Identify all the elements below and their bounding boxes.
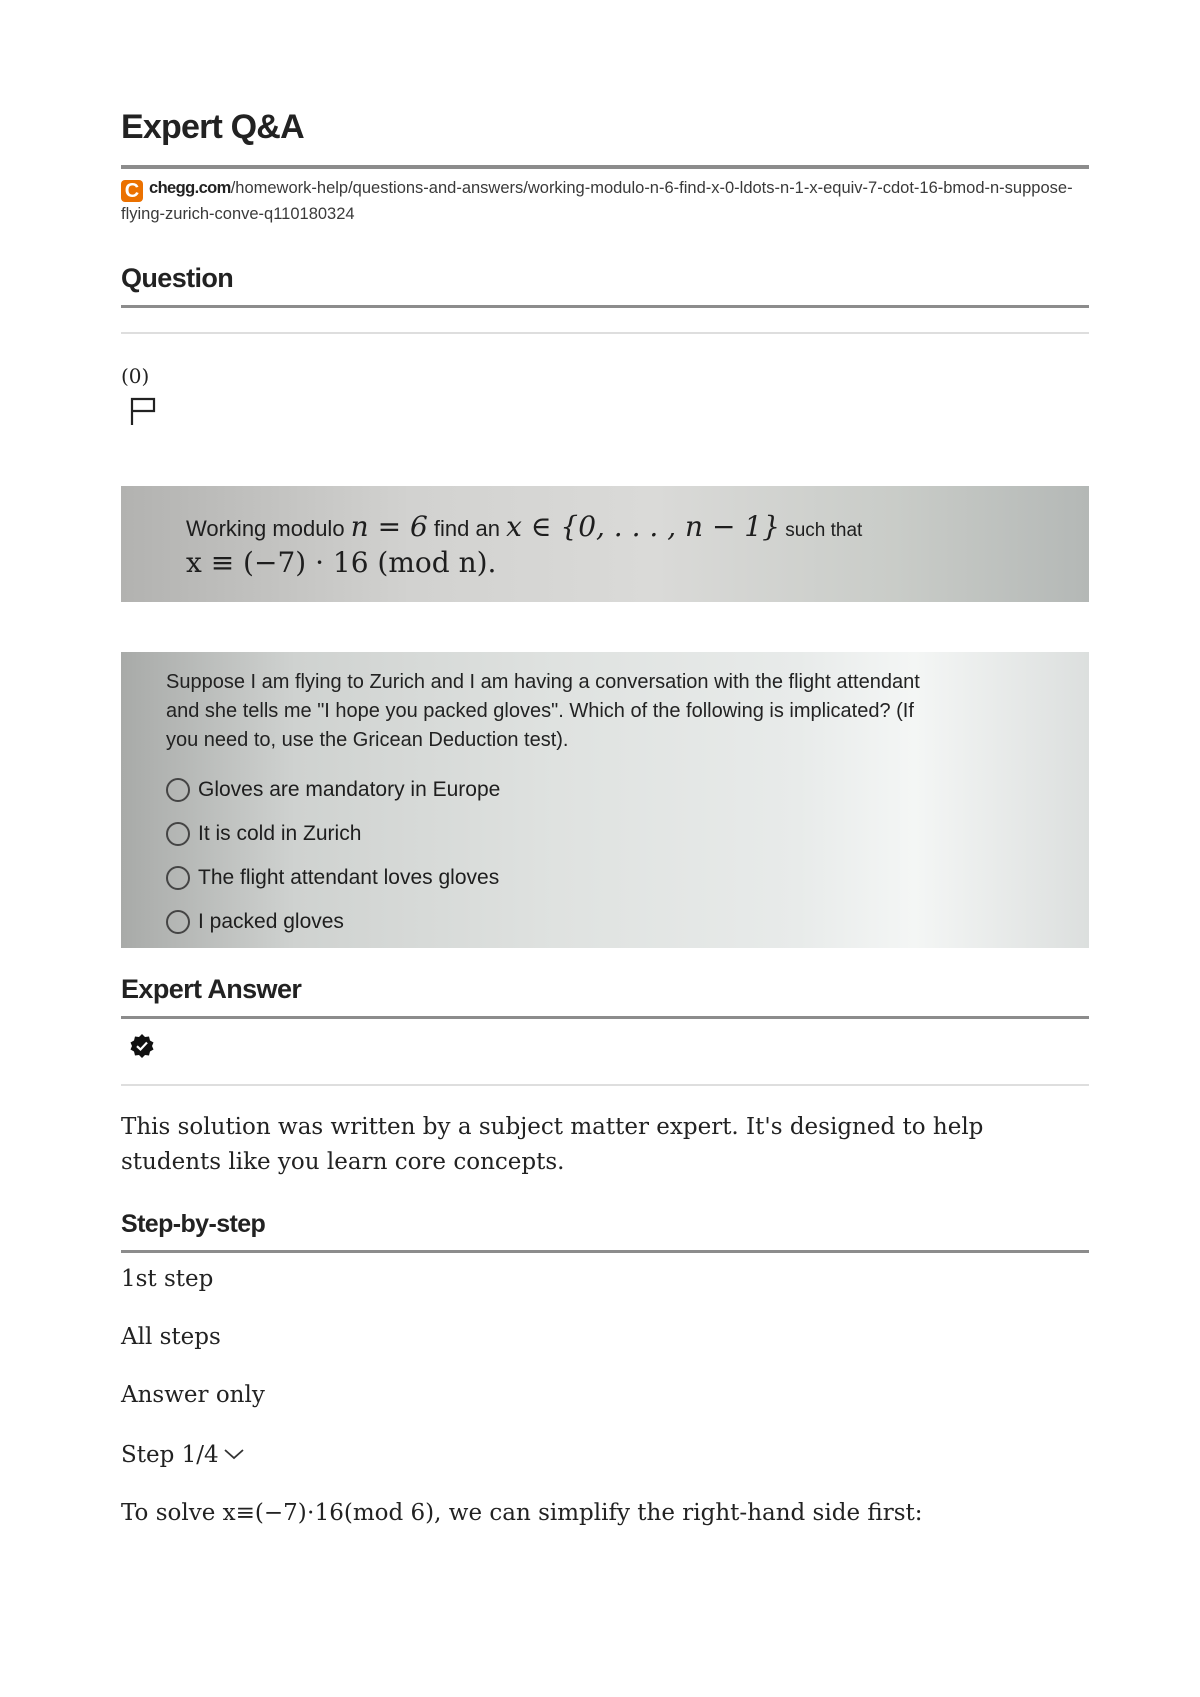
flag-icon[interactable]: [129, 396, 157, 426]
radio-icon: [166, 778, 190, 802]
verified-badge-icon: [129, 1033, 155, 1059]
question-image-zurich: [121, 652, 1089, 948]
option-4: I packed gloves: [166, 910, 344, 934]
radio-icon: [166, 866, 190, 890]
step-counter[interactable]: [121, 1438, 1089, 1473]
question-image-modulo: [121, 486, 1089, 602]
page-title: Expert Q&A: [121, 108, 304, 146]
option-3: The flight attendant loves gloves: [166, 866, 499, 890]
question-heading-divider: [121, 305, 1089, 308]
source-domain: chegg.com: [149, 179, 231, 197]
step-text: To solve x≡(−7)⋅16(mod 6), we can simplify the right-hand side first:: [121, 1500, 923, 1526]
step-counter-label: Step 1/4: [121, 1442, 219, 1468]
question-separator: [121, 332, 1089, 334]
title-divider: [121, 165, 1089, 169]
rating-count: (0): [121, 364, 150, 388]
answer-separator: [121, 1084, 1089, 1086]
option-1: Gloves are mandatory in Europe: [166, 778, 500, 802]
step-first-option[interactable]: 1st step: [121, 1266, 214, 1292]
source-path: /homework-help/questions-and-answers/working-modulo-n-6-find-x-0-ldots-n-1-x-equiv-7-cdot-16-bmod-n-suppose-flying-zurich-conve-q110180324: [121, 179, 1073, 223]
radio-icon: [166, 822, 190, 846]
modulo-line-1: Working modulo n = 6 find an x ∈ {0, . . . , n − 1} such that: [186, 510, 863, 543]
expert-answer-divider: [121, 1016, 1089, 1019]
chegg-logo-icon: C: [121, 180, 143, 202]
option-2: It is cold in Zurich: [166, 822, 361, 846]
source-link[interactable]: [121, 176, 1089, 226]
expert-answer-heading: Expert Answer: [121, 974, 302, 1004]
answer-intro: This solution was written by a subject matter expert. It's designed to help students like you learn core concepts.: [121, 1114, 984, 1175]
radio-icon: [166, 910, 190, 934]
question-heading: Question: [121, 263, 234, 293]
zurich-prompt: Suppose I am flying to Zurich and I am having a conversation with the flight attendant and she tells me "I hope you packed gloves". Which of the following is implicated? (If you need to, use the Gricean Deduction test).: [166, 671, 920, 751]
step-by-step-divider: [121, 1250, 1089, 1253]
step-all-option[interactable]: All steps: [121, 1324, 221, 1350]
modulo-line-2: x ≡ (−7) · 16 (mod n).: [186, 546, 497, 579]
step-by-step-heading: Step-by-step: [121, 1210, 266, 1238]
step-answer-only-option[interactable]: Answer only: [121, 1382, 265, 1408]
chevron-down-icon[interactable]: [223, 1447, 245, 1461]
